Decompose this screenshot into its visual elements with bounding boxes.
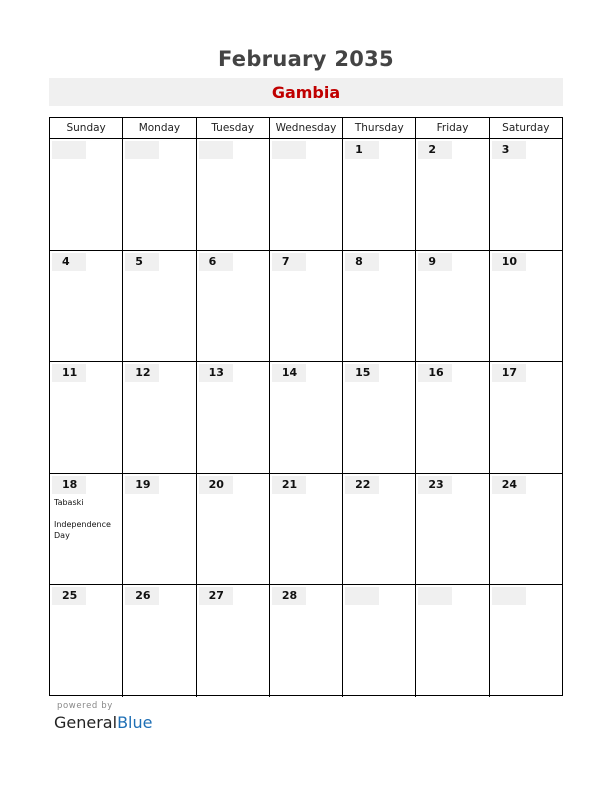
country-name: Gambia [271,83,341,102]
country-banner [49,78,563,106]
day-number: 23 [418,476,452,494]
brand-name-part1: General [54,713,118,732]
day-cell [415,474,488,585]
day-number: 14 [272,364,306,382]
day-cell [122,251,195,362]
calendar-grid [49,117,563,696]
day-cell [50,139,122,250]
week-row [50,139,562,251]
day-cell [269,362,342,473]
page-title: February 2035 [218,47,394,71]
day-number [52,141,86,159]
day-cell [122,139,195,250]
day-number: 20 [199,476,233,494]
brand-logo [54,713,152,732]
day-cell [196,139,269,250]
calendar-weeks [50,139,562,697]
weekday-header: Saturday [489,118,562,138]
day-cell [50,251,122,362]
day-number: 22 [345,476,379,494]
day-cell [415,585,488,697]
day-cell [196,474,269,585]
weekday-header: Friday [415,118,488,138]
day-number [125,141,159,159]
day-cell [196,585,269,697]
day-cell [342,585,415,697]
day-number: 17 [492,364,526,382]
weekday-header: Sunday [66,122,106,134]
day-cell [50,585,122,697]
day-cell [50,362,122,473]
day-number: 3 [492,141,526,159]
brand-name-part2: Blue [117,713,153,732]
day-number: 13 [199,364,233,382]
week-row [50,362,562,474]
day-cell [196,362,269,473]
day-number: 28 [272,587,306,605]
day-cell [269,139,342,250]
day-cell [489,139,562,250]
day-number: 4 [52,253,86,271]
day-cell [269,585,342,697]
day-number [418,587,452,605]
day-number [345,587,379,605]
day-number: 27 [199,587,233,605]
day-number: 21 [272,476,306,494]
day-cell [489,474,562,585]
weekday-header-row [50,118,562,139]
holiday-label: Tabaski [54,497,84,507]
day-number: 9 [418,253,452,271]
day-number: 7 [272,253,306,271]
day-cell [269,474,342,585]
day-number: 8 [345,253,379,271]
day-cell [122,585,195,697]
day-cell [415,251,488,362]
day-cell [196,251,269,362]
day-cell [342,362,415,473]
day-cell [415,362,488,473]
day-cell [342,139,415,250]
day-number: 12 [125,364,159,382]
day-cell [342,474,415,585]
day-number [199,141,233,159]
day-cell [122,474,195,585]
weekday-header: Thursday [342,118,415,138]
day-number: 11 [52,364,86,382]
day-cell [489,251,562,362]
day-number: 26 [125,587,159,605]
day-number: 19 [125,476,159,494]
day-number: 25 [52,587,86,605]
day-number: 10 [492,253,526,271]
day-cell [50,474,122,585]
day-number: 5 [125,253,159,271]
day-number [492,587,526,605]
weekday-header: Wednesday [269,118,342,138]
holiday-label: Independence Day [54,519,111,540]
day-cell [415,139,488,250]
day-number: 24 [492,476,526,494]
day-number: 18 [52,476,86,494]
day-cell [342,251,415,362]
holiday-list [54,497,119,552]
day-number: 6 [199,253,233,271]
day-number [272,141,306,159]
weekday-header: Monday [122,118,195,138]
day-cell [122,362,195,473]
week-row [50,474,562,586]
day-number: 16 [418,364,452,382]
day-cell [269,251,342,362]
day-cell [489,585,562,697]
week-row [50,251,562,363]
day-number: 1 [345,141,379,159]
powered-by-text: powered by [57,701,113,711]
day-number: 15 [345,364,379,382]
day-number: 2 [418,141,452,159]
day-cell [489,362,562,473]
weekday-header: Tuesday [196,118,269,138]
week-row [50,585,562,697]
